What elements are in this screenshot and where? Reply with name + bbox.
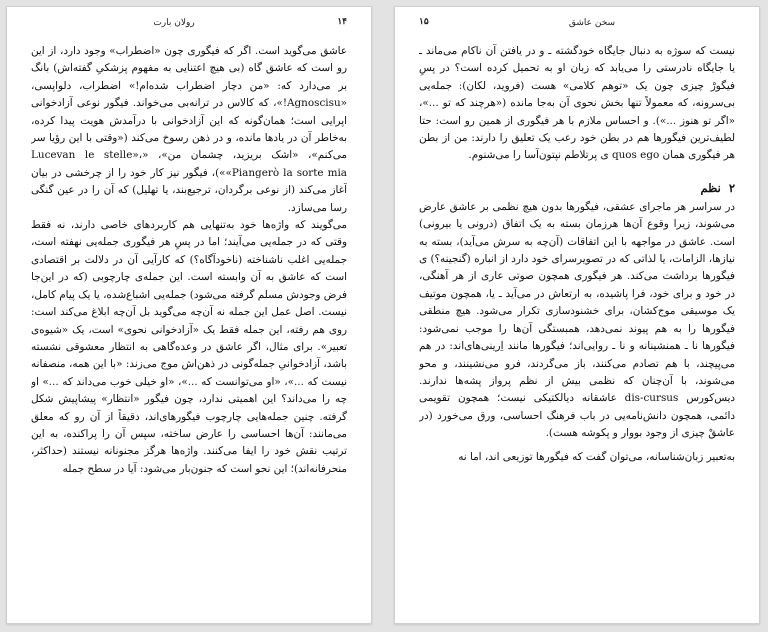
section-title: نظم <box>700 180 721 195</box>
paragraph: عاشق می‌گوید است. اگر که فیگوری چون «اضطراب» وجود دارد، از این رو است که عاشق گاه (بی هیچ اعتنایی به مفهوم پزشکیِ گفته‌اش) بانگ بر می‌دارد که: «من دچار اضطراب شده‌ام!» اضطراب، دلواپسی، «Agnoscisu!»، که کالاس در ترانه‌بی می‌خواند. فیگور نوعی آزادخوانی اپرایی است؛ همان‌گونه که این آزادخوانی با درآمدش هویت پیدا کرده، به‌خاطر آن در یادها مانده، و در ذهن رسوخ می‌کند («وقتی با این رؤیا سر می‌کنم»، «اشک بریزید، چشمان من»، «Lucevan le stelle»، «Piangerò la sorte mia»)، فیگور نیز کار خود را از چرخشی در بیان آغاز می‌کند (از نوعی برگردان، ترجیع‌بند، یا تهلیل) که آن را در عین گنگی رسا می‌سازد. <box>31 45 347 214</box>
paragraph: در سراسر هر ماجرای عشقی، فیگورها بدون هیچ نظمی بر عاشق عارض می‌شوند، زیرا وقوع آن‌ها هرزمان بسته به یک اتفاق (درونی یا بیرونی) است. عاشق در مواجهه با این اتفاقات (آن‌چه به سرش می‌آید)، بسته به نیازها، الزامات، یا لذاتی که در تصویرسرای خود دارد از انباره (گنجینه؟) ی فیگورها برداشت می‌کند. هر فیگوری همچون صوتی عاری از هر آهنگی، در خود و برای خود، فرا پاشیده، به ارتعاش در می‌آید ـ یا، همچون موتیف یک موسیقی موج‌کشان، برای خشنودسازی تکرار می‌شود. هیچ منطقی فیگورها را به هم پیوند نمی‌دهد، همبستگی آن‌ها را موجب نمی‌شود: فیگورها نا ـ همنشینانه و نا ـ روایی‌اند؛ فیگورها مانند اِرینی‌های‌اند: در هم می‌پیچند، با هم تصادم می‌کنند، باز می‌گردند، فرو می‌نشینند، و محو می‌شوند، با آن‌چنان که نظمی بیش از نظم پرواز پشه‌ها ندارند. دیس‌کورس dis-cursus عاشقانه دیالکتیکی نیست؛ همچون تقویمی دائمی، همچون دانش‌نامه‌یی در باب فرهنگ احساسی، ورق می‌خورد (در عاشقْ چیزی از وجود بووار و پکوشه هست). <box>419 200 735 440</box>
page-header <box>419 17 735 31</box>
book-page-right <box>394 6 760 624</box>
book-page-left <box>6 6 372 624</box>
page-body <box>419 43 735 613</box>
section-heading <box>419 179 735 197</box>
running-title: رولان بارت <box>153 18 195 28</box>
running-title: سخن عاشق <box>568 18 616 28</box>
page-body <box>31 43 347 613</box>
page-number: ۱۵ <box>419 17 429 27</box>
page-header <box>31 17 347 31</box>
page-number: ۱۴ <box>337 17 347 27</box>
paragraph: می‌گویند که واژه‌ها خود به‌تنهایی هم کاربردهای خاصی دارند، نه فقط وقتی که در جمله‌یی می‌آیند؛ اما در پسِ هر فیگوری جمله‌یی نهفته است، جمله‌یی اغلب ناشناخته (ناخودآگاه؟) که کارآیی آن در دلالت بر اقتصادی است که عاشق به آن وابسته است. این جمله‌ی چارچوبی (که در این‌جا فرض وجودش مسلم گرفته می‌شود) جمله‌یی اشباع‌شده، یا یک پیام کامل، نیست. اصل عمل این جمله نه آن‌چه می‌گوید بل آن‌چه ابلاغ می‌کند است: روی هم رفته، این جمله فقط یک «آزادخوانی نحوی» است، یک «شیوه‌ی تعبیر». برای مثال، اگر عاشق در وعده‌گاهی به انتظار معشوقی نشسته باشد، آزادخوانیِ جمله‌گونی در ذهن‌اش موج می‌زند: «با این همه، منصفانه نیست که ...»، «او می‌توانست که ...»، «او خیلی خوب می‌داند که ...» او چه را می‌داند؟ این اهمیتی ندارد، چون فیگور «انتظار» پیشاپیش شکل گرفته. چنین جمله‌هایی چارچوب فیگورهای‌اند، دقیقاً از آن رو که معلق می‌مانند: آن‌ها احساسی را عارض ساخته، سپس آن را پراکنده، به این ترتیب نقش خود را ایفا می‌کنند. واژه‌ها هرگز مجنونانه نیستند (حداکثر، منحرفانه‌اند)؛ این نحو است که جنون‌بار می‌شود: آیا در سطح جمله <box>31 219 347 475</box>
paragraph: نیست که سوژه به دنبال جایگاه خودگشته ـ و در یافتن آن ناکام می‌ماند ـ یا جایگاه نادرستی را می‌یابد که زبان او به تحمیل کرده است؟ در پسِ فیگورْ چیزی چون یک «توهم کلامی» هست (فروید، لکان): جمله‌یی بی‌سرونه، که معمولاً تنها بخش نحوی آن به‌جا مانده («هرچند که تو ...»، «اگر تو هنوز ...»). و احساس ملازم با هر فیگوری از همین رو است: حتا لطیف‌ترین فیگورها هم در بطن خود رعب یک تعلیق را دارند: من از بطن هر فیگوری همان quos ego ی پرتلاطم نپتون‌آسا را می‌شنوم. <box>419 45 735 162</box>
paragraph: به‌تعبیر زبان‌شناسانه، می‌توان گفت که فیگورها توزیعی اند، اما نه <box>458 450 735 463</box>
section-number: ۲ <box>728 180 735 195</box>
